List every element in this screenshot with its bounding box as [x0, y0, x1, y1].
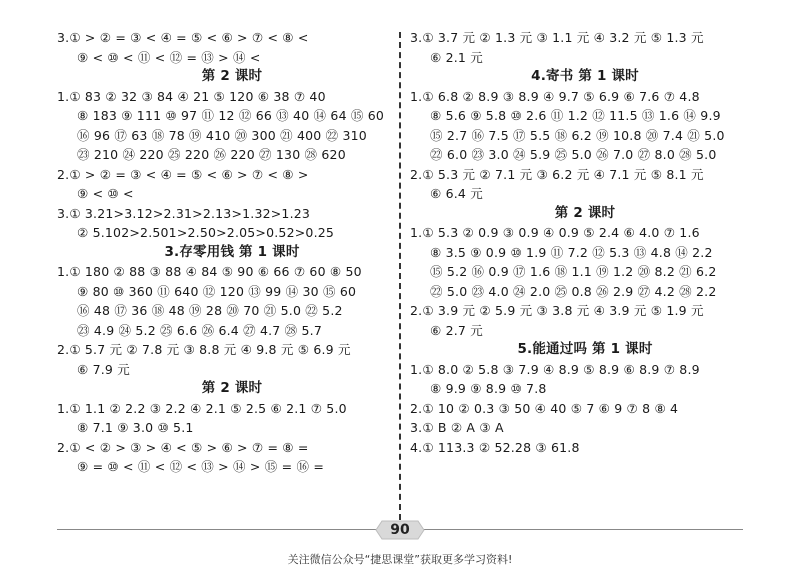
- answer-line: 2.① 3.9 元 ② 5.9 元 ③ 3.8 元 ④ 3.9 元 ⑤ 1.9 元: [410, 303, 704, 318]
- answer-line: 1.① 1.1 ② 2.2 ③ 2.2 ④ 2.1 ⑤ 2.5 ⑥ 2.1 ⑦ 5.0: [57, 400, 347, 416]
- answer-line: ⑥ 2.1 元: [430, 49, 483, 65]
- answer-line: ⑨ = ⑩ < ⑪ < ⑫ < ⑬ > ⑭ > ⑮ = ⑯ =: [77, 459, 325, 474]
- section-heading: 第 2 课时: [201, 380, 263, 396]
- section-heading: 5.能通过吗 第 1 课时: [517, 341, 653, 357]
- page-number: 90: [390, 522, 410, 538]
- answer-line: 1.① 5.3 ② 0.9 ③ 0.9 ④ 0.9 ⑤ 2.4 ⑥ 4.0 ⑦ 1.6: [410, 225, 700, 240]
- answer-line: 2.① 5.3 元 ② 7.1 元 ③ 6.2 元 ④ 7.1 元 ⑤ 8.1 元: [410, 166, 704, 182]
- answer-line: ㉒ 6.0 ㉓ 3.0 ㉔ 5.9 ㉕ 5.0 ㉖ 7.0 ㉗ 8.0 ㉘ 5.0: [430, 147, 717, 162]
- answer-line: ⑧ 3.5 ⑨ 0.9 ⑩ 1.9 ⑪ 7.2 ⑫ 5.3 ⑬ 4.8 ⑭ 2.2: [430, 244, 713, 260]
- section-heading: 4.寄书 第 1 课时: [531, 68, 639, 84]
- answer-line: ㉓ 4.9 ㉔ 5.2 ㉕ 6.6 ㉖ 6.4 ㉗ 4.7 ㉘ 5.7: [77, 322, 322, 338]
- answer-line: ㉓ 210 ㉔ 220 ㉕ 220 ㉖ 220 ㉗ 130 ㉘ 620: [77, 147, 346, 162]
- answer-line: 2.① 10 ② 0.3 ③ 50 ④ 40 ⑤ 7 ⑥ 9 ⑦ 8 ⑧ 4: [410, 400, 679, 416]
- answer-line: ⑨ < ⑩ <: [77, 186, 134, 201]
- footer-note: 关注微信公众号“捷思课堂”获取更多学习资料!: [287, 553, 513, 566]
- answer-line: 1.① 83 ② 32 ③ 84 ④ 21 ⑤ 120 ⑥ 38 ⑦ 40: [57, 88, 326, 104]
- answer-line: 4.① 113.3 ② 52.28 ③ 61.8: [410, 439, 580, 455]
- answer-line: 2.① < ② > ③ > ④ < ⑤ > ⑥ > ⑦ = ⑧ =: [57, 439, 309, 455]
- answer-line: ② 5.102>2.501>2.50>2.05>0.52>0.25: [77, 225, 335, 240]
- answer-line: ⑯ 96 ⑰ 63 ⑱ 78 ⑲ 410 ⑳ 300 ㉑ 400 ㉒ 310: [77, 127, 367, 143]
- answer-line: 2.① > ② = ③ < ④ = ⑤ < ⑥ > ⑦ < ⑧ >: [57, 166, 309, 182]
- answer-line: ⑧ 9.9 ⑨ 8.9 ⑩ 7.8: [430, 381, 547, 396]
- answer-line: ⑮ 2.7 ⑯ 7.5 ⑰ 5.5 ⑱ 6.2 ⑲ 10.8 ⑳ 7.4 ㉑ 5.0: [430, 127, 725, 143]
- answer-line: 1.① 6.8 ② 8.9 ③ 8.9 ④ 9.7 ⑤ 6.9 ⑥ 7.6 ⑦ 4.8: [410, 88, 700, 104]
- answer-line: 3.① 3.7 元 ② 1.3 元 ③ 1.1 元 ④ 3.2 元 ⑤ 1.3 元: [410, 30, 704, 45]
- answer-line: ⑥ 7.9 元: [77, 361, 130, 377]
- column-divider: [399, 32, 401, 520]
- right-column: [410, 28, 760, 457]
- answer-line: ⑧ 7.1 ⑨ 3.0 ⑩ 5.1: [77, 420, 194, 435]
- answer-line: 3.① 3.21>3.12>2.31>2.13>1.32>1.23: [57, 205, 311, 221]
- answer-line: ㉒ 5.0 ㉓ 4.0 ㉔ 2.0 ㉕ 0.8 ㉖ 2.9 ㉗ 4.2 ㉘ 2.2: [430, 283, 717, 299]
- answer-line: ⑨ < ⑩ < ⑪ < ⑫ = ⑬ > ⑭ <: [77, 49, 261, 65]
- answer-line: ⑥ 2.7 元: [430, 322, 483, 338]
- answer-line: 3.① B ② A ③ A: [410, 420, 504, 435]
- answer-line: ⑮ 5.2 ⑯ 0.9 ⑰ 1.6 ⑱ 1.1 ⑲ 1.2 ⑳ 8.2 ㉑ 6.2: [430, 264, 717, 279]
- page-number-badge: [374, 519, 426, 541]
- section-heading: 第 2 课时: [201, 68, 263, 84]
- answer-line: 2.① 5.7 元 ② 7.8 元 ③ 8.8 元 ④ 9.8 元 ⑤ 6.9 元: [57, 342, 351, 357]
- answer-line: ⑯ 48 ⑰ 36 ⑱ 48 ⑲ 28 ⑳ 70 ㉑ 5.0 ㉒ 5.2: [77, 303, 343, 318]
- answer-line: ⑧ 183 ⑨ 111 ⑩ 97 ⑪ 12 ⑫ 66 ⑬ 40 ⑭ 64 ⑮ 60: [77, 108, 385, 123]
- left-column: [57, 28, 407, 477]
- answer-line: ⑥ 6.4 元: [430, 186, 483, 201]
- answer-line: 1.① 180 ② 88 ③ 88 ④ 84 ⑤ 90 ⑥ 66 ⑦ 60 ⑧ 50: [57, 264, 362, 279]
- answer-line: ⑧ 5.6 ⑨ 5.8 ⑩ 2.6 ⑪ 1.2 ⑫ 11.5 ⑬ 1.6 ⑭ 9.9: [430, 108, 721, 123]
- section-heading: 3.存零用钱 第 1 课时: [164, 243, 300, 260]
- answer-line: 3.① > ② = ③ < ④ = ⑤ < ⑥ > ⑦ < ⑧ <: [57, 30, 309, 45]
- answer-line: ⑨ 80 ⑩ 360 ⑪ 640 ⑫ 120 ⑬ 99 ⑭ 30 ⑮ 60: [77, 283, 357, 299]
- section-heading: 第 2 课时: [554, 204, 616, 221]
- answer-line: 1.① 8.0 ② 5.8 ③ 7.9 ④ 8.9 ⑤ 8.9 ⑥ 8.9 ⑦ 8.9: [410, 361, 700, 377]
